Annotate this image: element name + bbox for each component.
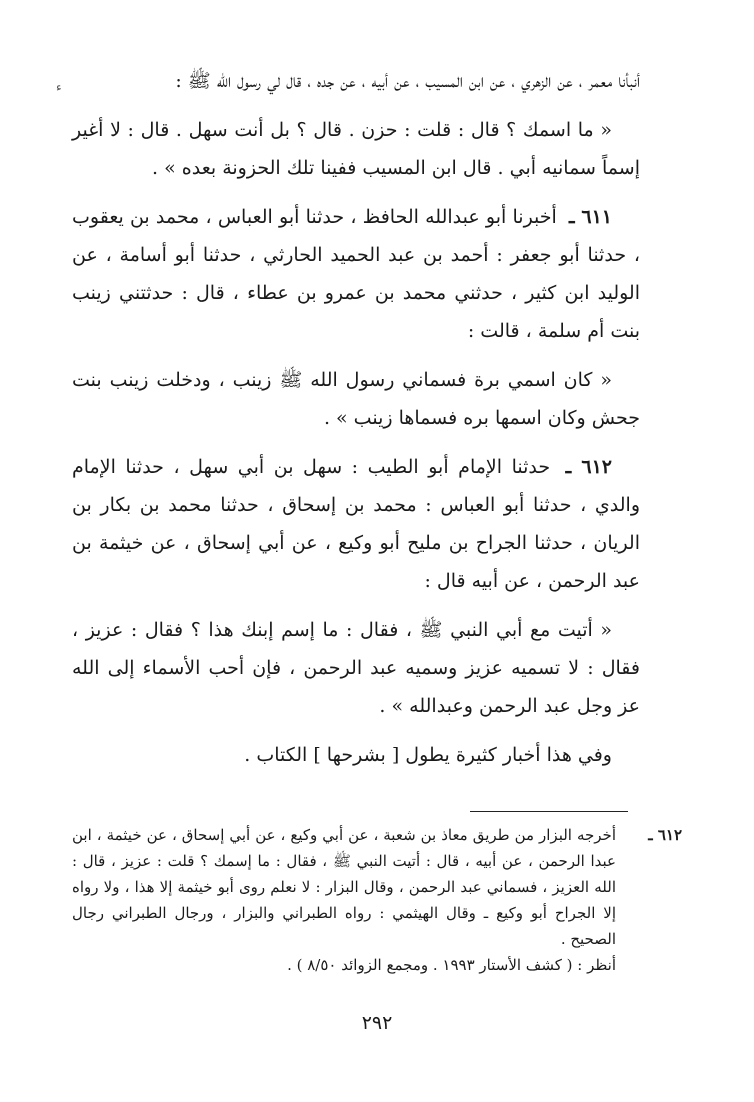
footnote-body — [72, 822, 616, 978]
footnote-divider — [470, 811, 628, 812]
paragraph-6 — [72, 611, 640, 725]
paragraph-text: وفي هذا أخبار كثيرة يطول [ بشرحها ] الكتاب . — [244, 744, 612, 766]
paragraph-4 — [72, 361, 640, 437]
footnote-line: أخرجه البزار من طريق معاذ بن شعبة ، عن أبي وكيع ، عن أبي إسحاق ، عن خيثمة ، ابن عبدا الرحمن ، عن أبيه ، قال : أتيت النبي ﷺ ، فقال : ما إسمك ؟ قلت : عزيز ، قال : الله العزيز ، فسماني عبد الرحمن ، وقال البزار : لا نعلم روى أبو خيثمة إلا هذا ، ولا رواه إلا الجراح أبو وكيع ـ وقال الهيثمي : رواه الطبراني والبزار ، ورجال الطبراني رجال الصحيح . — [72, 826, 616, 948]
paragraph-text: حدثنا الإمام أبو الطيب : سهل بن أبي سهل ، حدثنا الإمام والدي ، حدثنا أبو العباس : محمد بن إسحاق ، حدثنا محمد بن بكار بن الريان ، حدثنا الجراح بن مليح أبو وكيع ، عن أبي إسحاق ، عن خيثمة بن عبد الرحمن ، عن أبيه قال : — [72, 456, 640, 592]
paragraph-text: أنبأنا معمر ، عن الزهري ، عن ابن المسيب ، عن أبيه ، عن جده ، قال لي رسول الله ﷺ : — [175, 70, 640, 92]
footnote-number: ٦١٢ ـ — [648, 826, 682, 844]
main-text — [72, 62, 640, 785]
paragraph-text: « ما اسمك ؟ قال : قلت : حزن . قال ؟ بل أنت سهل . قال : لا أغير إسماً سمانيه أبي . قال ابن المسيب ففينا تلك الحزونة بعده » . — [72, 119, 640, 179]
footnote — [72, 822, 682, 978]
paragraph-7 — [72, 736, 640, 774]
hadith-number: ٦١٢ ـ — [565, 456, 612, 478]
margin-mark: ء — [56, 80, 62, 94]
page-number: ٢٩٢ — [361, 1012, 393, 1034]
paragraph-text: « أتيت مع أبي النبي ﷺ ، فقال : ما إسم إبنك هذا ؟ فقال : عزيز ، فقال : لا تسميه عزيز وسميه عبد الرحمن ، فإن أحب الأسماء إلى الله عز وجل عبد الرحمن وعبدالله » . — [72, 619, 640, 717]
hadith-number: ٦١١ ـ — [569, 206, 612, 228]
paragraph-text: أخبرنا أبو عبدالله الحافظ ، حدثنا أبو العباس ، محمد بن يعقوب ، حدثنا أبو جعفر : أحمد بن عبد الحميد الحارثي ، حدثنا أبو أسامة ، عن الوليد ابن كثير ، حدثني محمد بن عمرو بن عطاء ، قال : حدثتني زينب بنت أم سلمة ، قالت : — [72, 206, 640, 342]
paragraph-612 — [72, 448, 640, 600]
paragraph-611 — [72, 198, 640, 350]
paragraph-2 — [72, 111, 640, 187]
footnote-line: أنظر : ( كشف الأستار ١٩٩٣ . ومجمع الزوائد ٨/٥٠ ) . — [287, 956, 616, 974]
paragraph-text: « كان اسمي برة فسماني رسول الله ﷺ زينب ، ودخلت زينب بنت جحش وكان اسمها بره فسماها زينب » . — [72, 369, 640, 429]
paragraph-1 — [72, 62, 640, 100]
